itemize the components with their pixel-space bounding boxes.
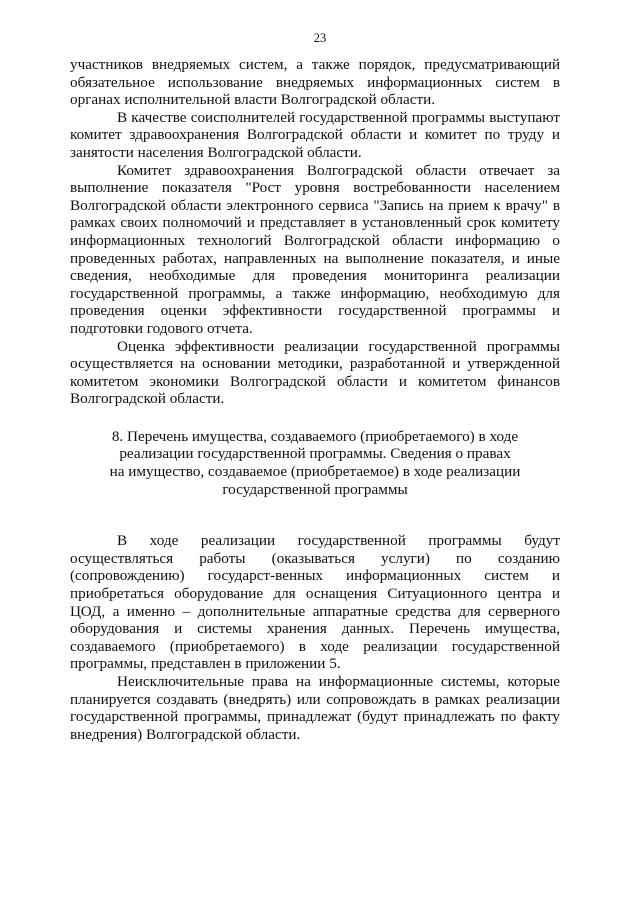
section-heading <box>70 428 560 498</box>
document-body <box>70 56 560 743</box>
section-heading-line: 8. Перечень имущества, создаваемого (приобретаемого) в ходе <box>111 427 519 445</box>
paragraph-efficiency-evaluation: Оценка эффективности реализации государственной программы осуществляется на основании методики, разработанной и утвержденной комитетом экономики Волгоградской области и комитетом финансов Волгоградской области. <box>70 337 560 408</box>
paragraph-participants: участников внедряемых систем, а также порядок, предусматривающий обязательное использование внедряемых информационных систем в органах исполнительной власти Волгоградской области. <box>70 56 560 109</box>
section-heading-line: государственной программы <box>222 480 408 498</box>
page-number: 23 <box>313 31 327 45</box>
paragraph-non-exclusive-rights: Неисключительные права на информационные системы, которые планируется создавать (внедрять) или сопровождать в рамках реализации государственной программы, принадлежат (будут принадлежать по факту внедрения) Волгоградской области. <box>70 673 560 743</box>
paragraph-property-works: В ходе реализации государственной программы будут осуществляться работы (оказываться услуги) по созданию (сопровождению) государст-венных информационных систем и приобретаться оборудование для оснащения Ситуационного центра и ЦОД, а именно – дополнительные аппаратные средства для серверного оборудования и системы хранения данных. Перечень имущества, создаваемого (приобретаемого) в ходе реализации государственной программы, представлен в приложении 5. <box>70 532 560 673</box>
section-heading-line: на имущество, создаваемое (приобретаемое) в ходе реализации <box>109 463 521 481</box>
paragraph-health-committee: Комитет здравоохранения Волгоградской области отвечает за выполнение показателя "Рост уровня востребованности населением Волгоградской области электронного сервиса "Запись на прием к врачу" в рамках своих полномочий и представляет в установленный срок комитету информационных технологий Волгоградской области информацию о проведенных работах, направленных на выполнение показателя, и иные сведения, необходимые для проведения мониторинга реализации государственной программы, а также информацию, необходимую для проведения оценки эффективности государственной программы и подготовки годового отчета. <box>70 161 560 337</box>
paragraph-co-executors: В качестве соисполнителей государственной программы выступают комитет здравоохранения Волгоградской области и комитет по труду и занятости населения Волгоградской области. <box>70 108 560 161</box>
section-heading-line: реализации государственной программы. Сведения о правах <box>119 445 511 463</box>
